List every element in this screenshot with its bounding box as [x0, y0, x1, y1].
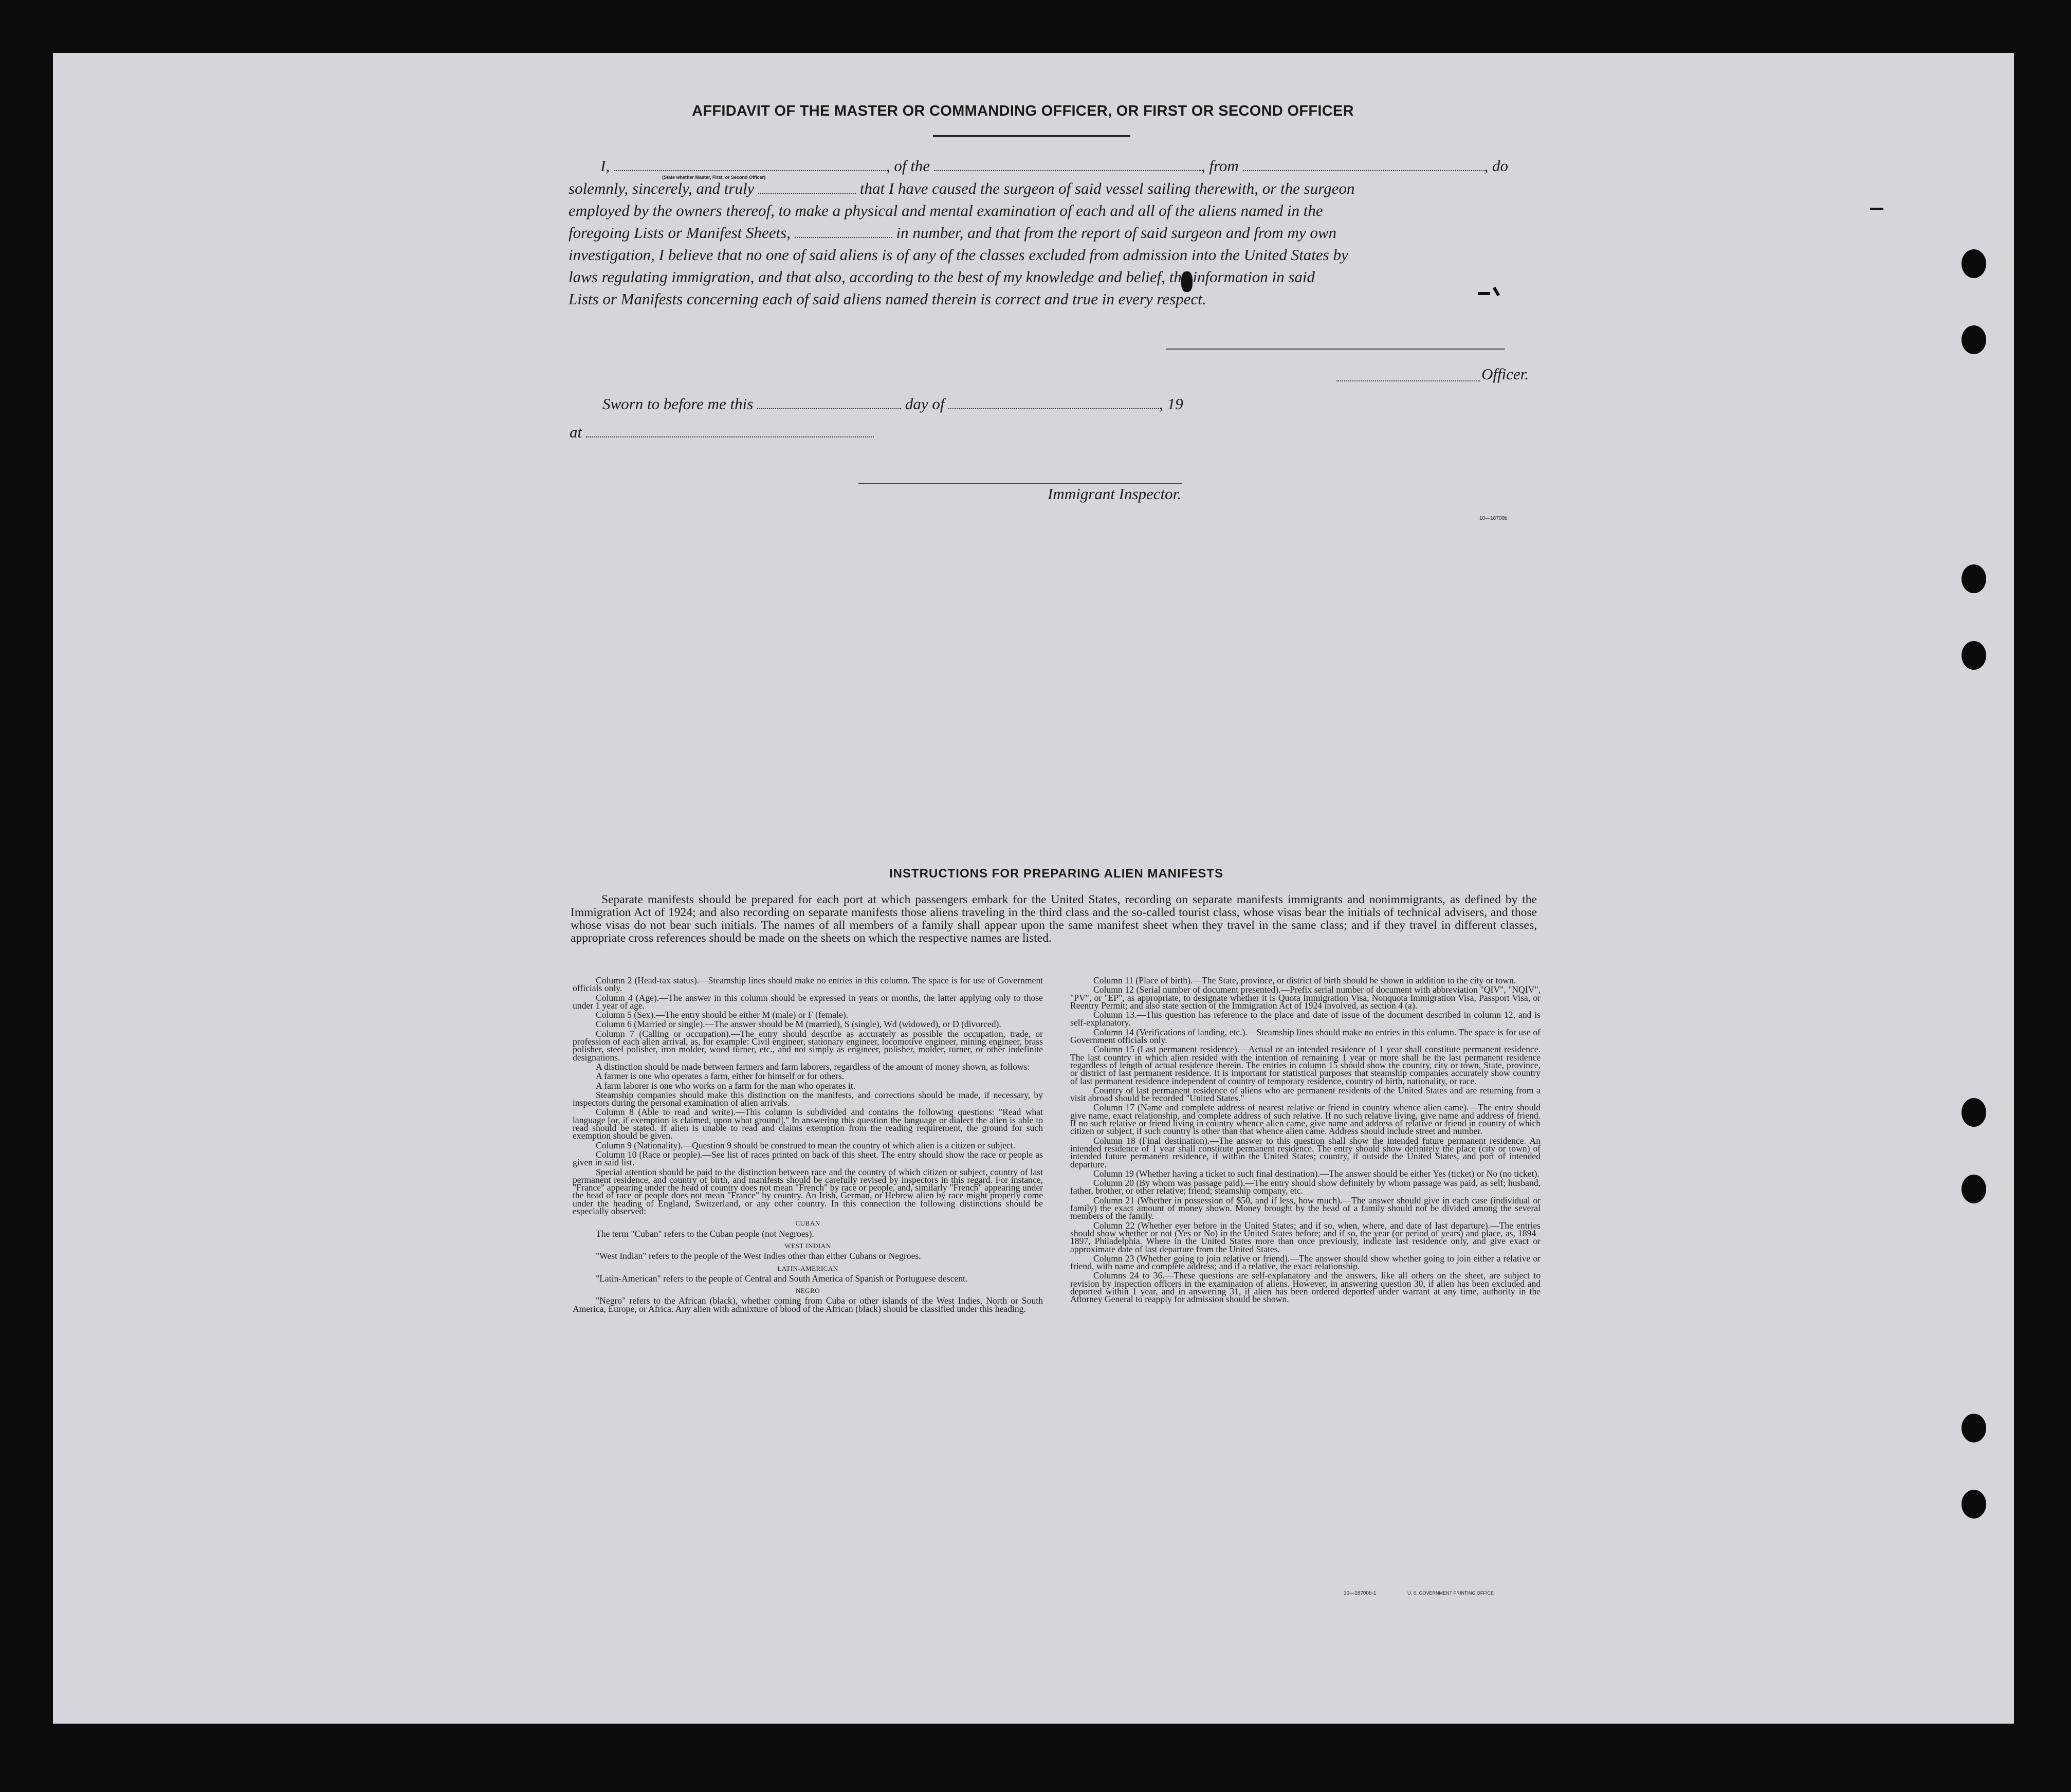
punch-hole — [1962, 1490, 1986, 1519]
instruction-paragraph: Column 18 (Final destination).—The answer to this question shall show the intended future permanent residence. An intended residence of 1 year shall constitute permanent residence. The entry should show definitely the place (city or town) of intended future permanent residence, if within the United States; country, if outside the United States, and port of intended departure. — [1070, 1135, 1541, 1169]
instructions-right-column — [1070, 977, 1541, 1305]
instruction-paragraph: Column 17 (Name and complete address of nearest relative or friend in country whence alien came).—The entry should give name, exact relationship, and complete address of such relative. If no such relative living, give name and address of friend. If no such relative or friend living in country whence alien came, give name and address of relative or friend in country of which citizen or subject, if such country is other than that whence alien came. Address should include street and number. — [1070, 1102, 1541, 1137]
instruction-paragraph: Column 23 (Whether going to join relative or friend).—The answer should show whether going to join either a relative or friend, with name and complete address; and if a relative, the exact relationship. — [1070, 1253, 1541, 1272]
affidavit-line-3: employed by the owners thereof, to make a physical and mental examination of each and all of the aliens named in the — [569, 202, 1323, 220]
instructions-title: INSTRUCTIONS FOR PREPARING ALIEN MANIFESTS — [889, 867, 1223, 881]
instruction-paragraph: Column 8 (Able to read and write).—This column is subdivided and contains the following questions: "Read what language [or, if exemption is claimed, upon what ground]." In answering this question the language or dialect the alien is able to read should be stated. If alien is unable to read and claims exemption from the reading requirement, the ground for such exemption should be given. — [573, 1107, 1043, 1141]
footer-printing-office: U. S. GOVERNMENT PRINTING OFFICE — [1407, 1590, 1494, 1596]
affidavit-line-4 — [569, 224, 1336, 242]
affidavit-line-1 — [600, 157, 1508, 175]
instruction-paragraph: Steamship companies should make this distinction on the manifests, and corrections should be made, if necessary, by inspectors during the personal examination of alien arrivals. — [573, 1089, 1043, 1108]
affidavit-line-6: laws regulating immigration, and that also, according to the best of my knowledge and belief, the information in said — [569, 268, 1315, 286]
instruction-paragraph: Columns 24 to 36.—These questions are self-explanatory and the answers, like all others on the sheet, are subject to revision by inspection officers in the examination of aliens. However, in answering question 30, if alien has been excluded and deported within 1 year, and in answering 31, if alien has been ordered deported under warrant at any time, authority in the Attorney General to reapply for admission should be shown. — [1070, 1270, 1541, 1305]
instruction-paragraph: Special attention should be paid to the distinction between race and the country of which citizen or subject, country of last permanent residence, and country of birth, and manifests should be carefully revised by inspectors in this regard. For instance, "France" appearing under the head of country does not mean "French" by race or people, and, similarly "French" appearing under the head of race or people does not mean "France" by country. An Irish, German, or Hebrew alien by race might properly come under the heading of England, Switzerland, or any other country. In this connection the following distinctions should be especially observed: — [573, 1166, 1043, 1217]
state-whether-note: (State whether Master, First, or Second Officer) — [662, 175, 766, 180]
punch-hole — [1962, 325, 1986, 354]
inspector-label: Immigrant Inspector. — [1048, 485, 1182, 503]
instruction-paragraph: Column 10 (Race or people).—See list of races printed on back of this sheet. The entry should show the race or people as given in said list. — [573, 1149, 1043, 1168]
punch-hole — [1962, 1414, 1986, 1442]
punch-hole — [1962, 249, 1986, 278]
instruction-paragraph: Column 4 (Age).—The answer in this column should be expressed in years or months, the latter applying only to those under 1 year of age. — [573, 992, 1043, 1011]
instruction-paragraph: A distinction should be made between farmers and farm laborers, regardless of the amount of money shown, as follows: — [596, 1061, 1030, 1072]
instructions-intro: Separate manifests should be prepared for each port at which passengers embark for the United States, recording on separate manifests immigrants and nonimmigrants, as defined by the Immigration Act of 1924; and also recording on separate manifests those aliens traveling in the third class and the so-called tourist class, whose visas bear the initials of technical advisers, and those whose visas do not bear such initials. The names of all members of a family shall appear upon the same manifest sheet when they travel in the same class; and if they travel in different classes, appropriate cross references should be made on the sheets on which the respective names are listed. — [571, 893, 1537, 945]
text: I, — [600, 157, 610, 175]
title-rule — [933, 135, 1130, 137]
blank-sworn-day[interactable] — [757, 408, 901, 409]
text: solemnly, sincerely, and truly — [569, 179, 755, 197]
instruction-paragraph: Column 9 (Nationality).—Question 9 should be construed to mean the country of which alien is a citizen or subject. — [596, 1140, 1015, 1150]
instruction-paragraph: A farmer is one who operates a farm, either for himself or for others. — [596, 1071, 845, 1082]
form-number: 10—18700b — [1479, 516, 1508, 521]
blank-port-from[interactable] — [1243, 170, 1484, 171]
text: in number, and that from the report of said surgeon and from my own — [896, 224, 1337, 242]
ink-blot — [1478, 292, 1490, 295]
blank-at-place[interactable] — [586, 436, 874, 437]
text: foregoing Lists or Manifest Sheets, — [569, 224, 791, 242]
instruction-paragraph: Column 19 (Whether having a ticket to such final destination).—The answer should be either Yes (ticket) or No (no ticket). — [1093, 1168, 1539, 1179]
punch-hole — [1962, 1175, 1986, 1203]
text: , 19 — [1159, 395, 1183, 413]
punch-hole — [1962, 1098, 1986, 1127]
officer-label: Officer. — [1481, 365, 1529, 383]
text: at — [570, 423, 582, 441]
cuban-text: The term "Cuban" refers to the Cuban people (not Negroes). — [596, 1228, 814, 1239]
footer-form-number: 10—18700b-1 — [1344, 1590, 1377, 1596]
blank-officer-rank[interactable] — [614, 170, 886, 171]
affidavit-line-2 — [569, 179, 1354, 198]
text: that I have caused the surgeon of said vessel sailing therewith, or the surgeon — [859, 179, 1355, 197]
affidavit-title: AFFIDAVIT OF THE MASTER OR COMMANDING OFFICER, OR FIRST OR SECOND OFFICER — [692, 103, 1354, 119]
instruction-paragraph: Column 2 (Head-tax status).—Steamship lines should make no entries in this column. The space is for use of Government officials only. — [573, 975, 1043, 994]
instructions-left-column — [573, 977, 1043, 1314]
instruction-paragraph: Column 21 (Whether in possession of $50, and if less, how much).—The answer should give in each case (individual or family) the exact amount of money shown. Money brought by the head of a family should not be divided among the several members of the family. — [1070, 1195, 1541, 1221]
instruction-paragraph: Column 12 (Serial number of document presented).—Prefix serial number of document with abbreviation "QIV", "NQIV", "PV", or "EP", as appropriate, to designate whether it is Quota Immigration Visa, Nonquota Immigration Visa, Passport Visa, or Reentry Permit; and also state section of the Immigration Act of 1924 involved, as section 4 (a). — [1070, 984, 1541, 1011]
negro-heading: NEGRO — [795, 1287, 820, 1295]
instruction-paragraph: Column 11 (Place of birth).—The State, province, or district of birth should be shown in addition to the city or town. — [1093, 975, 1516, 985]
text: , of the — [886, 157, 930, 175]
ink-blot — [1870, 208, 1883, 210]
officer-line[interactable] — [1336, 380, 1480, 381]
text: day of — [905, 395, 945, 413]
instruction-paragraph: Column 13.—This question has reference to the place and date of issue of the document described in column 12, and is self-explanatory. — [1070, 1010, 1541, 1028]
instruction-paragraph: Column 14 (Verifications of landing, etc.).—Steamship lines should make no entries in this column. The space is for use of Government officials only. — [1070, 1027, 1541, 1046]
instruction-paragraph: Column 5 (Sex).—The entry should be either M (male) or F (female). — [596, 1010, 849, 1020]
signature-line[interactable] — [1166, 349, 1505, 350]
punch-hole — [1962, 564, 1986, 593]
blank-vessel-name[interactable] — [934, 170, 1201, 171]
text: , do — [1484, 157, 1508, 175]
instruction-paragraph: Column 20 (By whom was passage paid).—The entry should show definitely by whom passage was paid, as self; husband, father, brother, or other relative; friend; steamship company, etc. — [1070, 1178, 1541, 1196]
blank-sworn-manner[interactable] — [758, 192, 856, 194]
inspector-signature-line[interactable] — [858, 483, 1182, 484]
instruction-paragraph: Column 6 (Married or single).—The answer should be M (married), S (single), Wd (widowed), or D (divorced). — [596, 1019, 1001, 1030]
negro-text: "Negro" refers to the African (black), whether coming from Cuba or other islands of the West Indies, North or South America, Europe, or Africa. Any alien with admixture of blood of the African (black) should be classified under this heading. — [573, 1295, 1043, 1314]
blank-sworn-month[interactable] — [948, 408, 1159, 409]
instruction-paragraph: Column 22 (Whether ever before in the United States; and if so, when, where, and date of last departure).—The entries should show whether or not (Yes or No) in the United States before; and if so, the year (or period of years) and place, as, 1894–1897, Philadelphia. Where in the United States more than once previously, indicate last residence only, and give exact or approximate date of last departure from the United States. — [1070, 1220, 1541, 1254]
west-indian-heading: WEST INDIAN — [784, 1241, 831, 1250]
latin-american-heading: LATIN-AMERICAN — [777, 1264, 838, 1272]
instruction-paragraph: A farm laborer is one who works on a farm for the man who operates it. — [596, 1080, 856, 1091]
text: Sworn to before me this — [602, 395, 754, 413]
affidavit-line-5: investigation, I believe that no one of said aliens is of any of the classes excluded from admission into the United States by — [569, 246, 1348, 264]
instruction-paragraph: Country of last permanent residence of aliens who are permanent residents of the United States and are returning from a visit abroad should be recorded "United States." — [1070, 1085, 1541, 1104]
at-line — [570, 423, 874, 442]
punch-hole — [1962, 641, 1986, 670]
instruction-paragraph: Column 7 (Calling or occupation).—The entry should describe as accurately as possible the occupation, trade, or profession of each alien arrival, as, for example: Civil engineer, stationary engineer, locomotive engineer, mining engineer, brass polisher, steel polisher, iron molder, wood turner, etc., and not simply as engineer, polisher, molder, turner, or other indefinite designations. — [573, 1028, 1043, 1063]
affidavit-line-7: Lists or Manifests concerning each of said aliens named therein is correct and true in every respect. — [569, 290, 1206, 308]
sworn-line — [602, 395, 1183, 413]
cuban-heading: CUBAN — [795, 1219, 820, 1228]
blank-number-of-sheets[interactable] — [795, 236, 892, 238]
latin-american-text: "Latin-American" refers to the people of Central and South America of Spanish or Portuguese descent. — [596, 1273, 968, 1284]
text: , from — [1201, 157, 1239, 175]
west-indian-text: "West Indian" refers to the people of the West Indies other than either Cubans or Negroes. — [596, 1251, 921, 1261]
instruction-paragraph: Column 15 (Last permanent residence).—Actual or an intended residence of 1 year shall constitute permanent residence. The last country in which alien resided with the intention of remaining 1 year or more shall be the last permanent residence regardless of length of actual residence therein. The entries in column 15 should show the country, city or town, State, province, or district of last permanent residence. It is important for statistical purposes that steamship companies accurately show country of last permanent residence independent of country of temporary residence, country of birth, nationality, or race. — [1070, 1044, 1541, 1086]
